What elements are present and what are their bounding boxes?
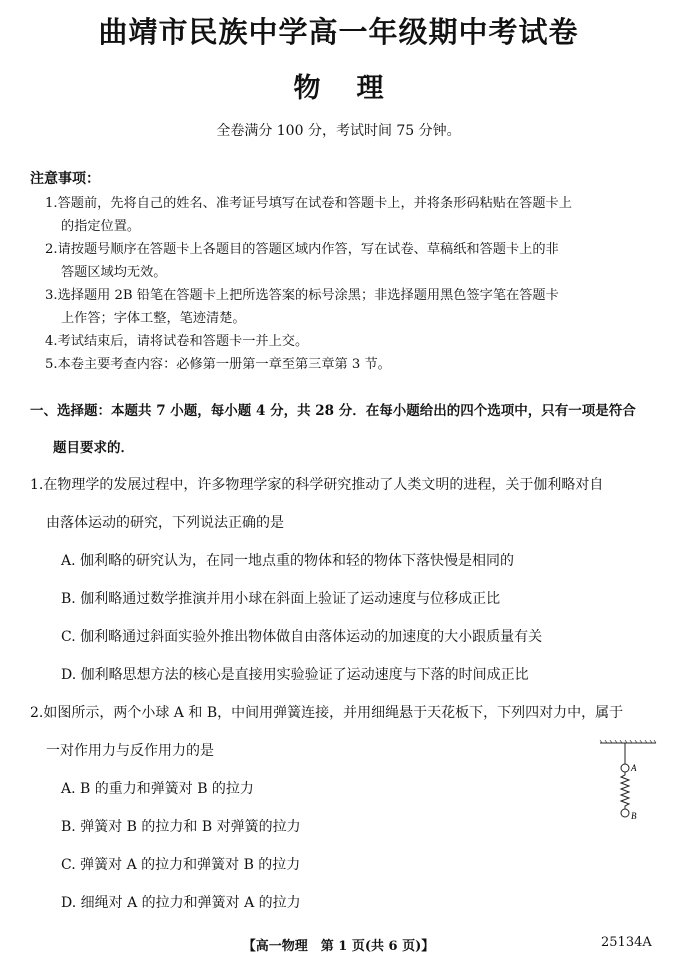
question-2-stem-cont: 一对作用力与反作用力的是 <box>46 743 214 759</box>
section-heading-cont: 题目要求的． <box>53 440 134 456</box>
note-line: 3.选择题用 2B 铅笔在答题卡上把所选答案的标号涂黑；非选择题用黑色签字笔在答题卡 <box>45 288 559 303</box>
note-line: 上作答；字体工整，笔迹清楚。 <box>61 311 246 326</box>
note-line: 的指定位置。 <box>61 219 141 234</box>
page-footer: 【高一物理 第 1 页(共 6 页)】 <box>242 939 435 954</box>
note-line: 4.考试结束后，请将试卷和答题卡一并上交。 <box>45 334 309 349</box>
label-a: A <box>631 763 637 773</box>
question-1-option-c: C. 伽利略通过斜面实验外推出物体做自由落体运动的加速度的大小跟质量有关 <box>61 629 543 645</box>
label-b: B <box>631 811 637 821</box>
question-1-stem: 1.在物理学的发展过程中，许多物理学家的科学研究推动了人类文明的进程，关于伽利略对自 <box>30 477 604 493</box>
ball-a <box>621 764 629 772</box>
question-2-option-c: C. 弹簧对 A 的拉力和弹簧对 B 的拉力 <box>61 857 301 873</box>
question-2-option-d: D. 细绳对 A 的拉力和弹簧对 A 的拉力 <box>61 895 301 911</box>
exam-info: 全卷满分 100 分，考试时间 75 分钟。 <box>216 123 461 139</box>
note-line: 答题区域均无效。 <box>61 265 167 280</box>
section-heading: 一、选择题：本题共 7 小题，每小题 4 分，共 28 分．在每小题给出的四个选项中，只有一项是符合 <box>30 403 636 419</box>
question-1-option-a: A. 伽利略的研究认为，在同一地点重的物体和轻的物体下落快慢是相同的 <box>61 553 515 569</box>
question-2-option-b: B. 弹簧对 B 的拉力和 B 对弹簧的拉力 <box>61 819 301 835</box>
question-1-stem-cont: 由落体运动的研究，下列说法正确的是 <box>46 515 284 531</box>
notes-heading: 注意事项： <box>30 171 100 187</box>
question-2-option-a: A. B 的重力和弹簧对 B 的拉力 <box>61 781 254 797</box>
subject-title: 物理 <box>293 73 420 104</box>
exam-title: 曲靖市民族中学高一年级期中考试卷 <box>98 15 579 49</box>
note-line: 2.请按题号顺序在答题卡上各题目的答题区域内作答，写在试卷、草稿纸和答题卡上的非 <box>45 242 559 257</box>
question-1-option-b: B. 伽利略通过数学推演并用小球在斜面上验证了运动速度与位移成正比 <box>61 591 501 607</box>
spring <box>621 772 629 809</box>
spring-balls-figure <box>598 740 658 830</box>
exam-code: 25134A <box>601 935 652 950</box>
question-2-stem: 2.如图所示，两个小球 A 和 B，中间用弹簧连接，并用细绳悬于天花板下，下列四对力中，属于 <box>30 705 624 721</box>
question-1-option-d: D. 伽利略思想方法的核心是直接用实验验证了运动速度与下落的时间成正比 <box>61 667 529 683</box>
note-line: 5.本卷主要考查内容：必修第一册第一章至第三章第 3 节。 <box>45 357 391 372</box>
ball-b <box>621 809 629 817</box>
note-line: 1.答题前，先将自己的姓名、准考证号填写在试卷和答题卡上，并将条形码粘贴在答题卡上 <box>45 196 572 211</box>
